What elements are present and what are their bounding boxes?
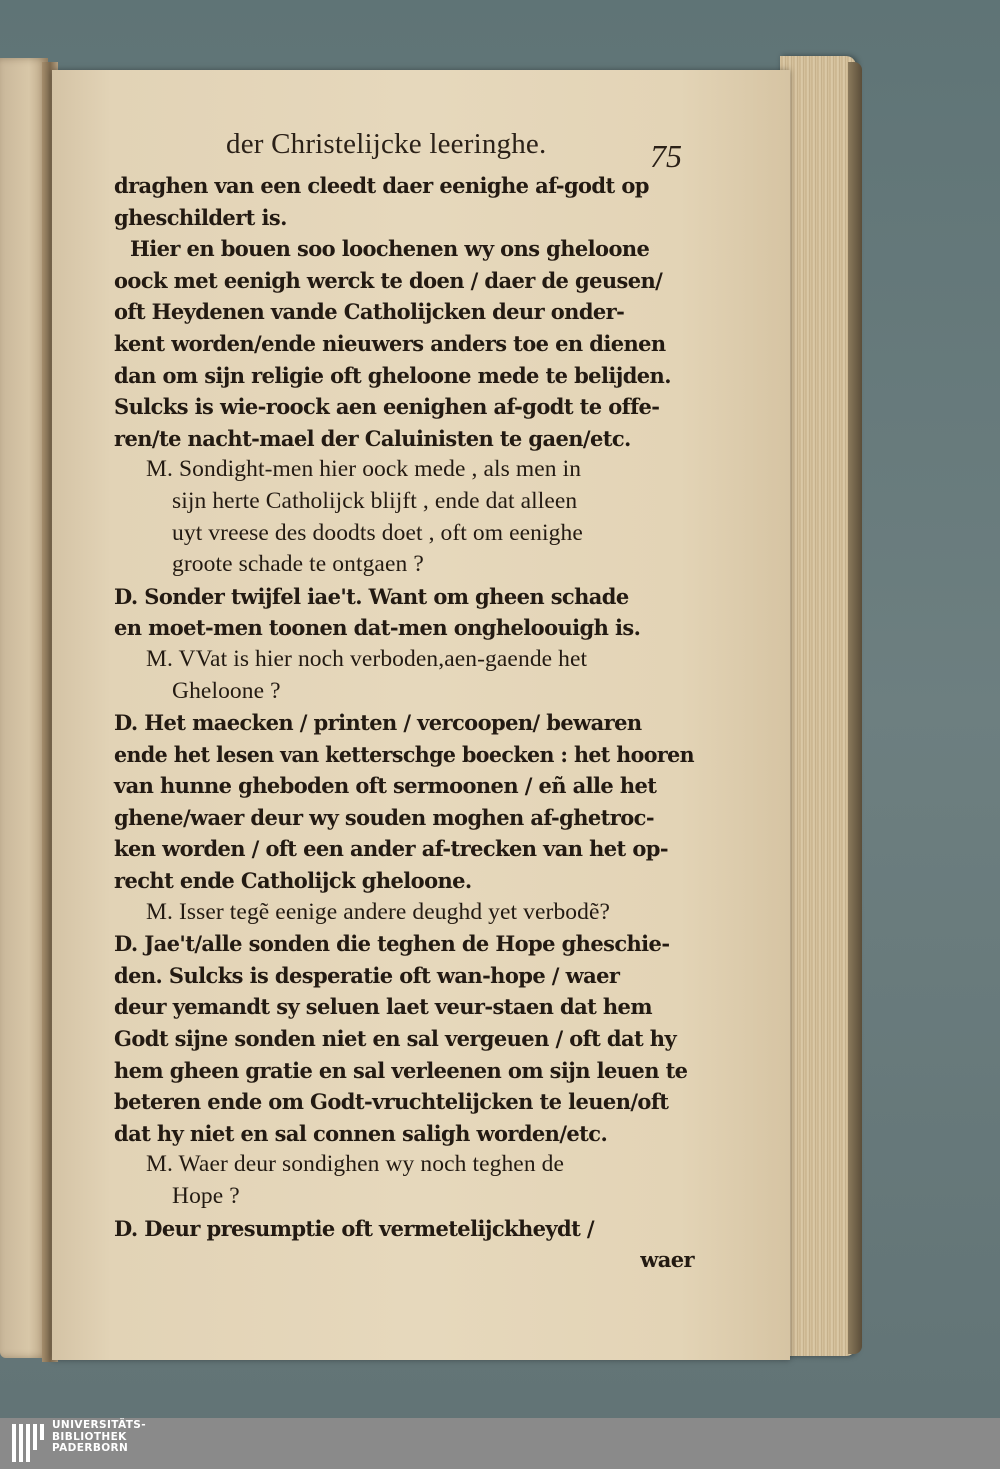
library-name-line-3: PADERBORN	[52, 1442, 129, 1454]
cover-edge	[848, 62, 862, 1354]
text-line: dat hy niet en sal connen saligh worden/etc.	[114, 1120, 608, 1146]
text-line: M. Sondight-men hier oock mede , als men in	[146, 456, 582, 483]
library-name-line-1: UNIVERSITÄTS-	[52, 1419, 147, 1431]
text-line: Hier en bouen soo loochenen wy ons gheloone	[130, 236, 650, 262]
text-line: M. VVat is hier noch verboden,aen-gaende het	[146, 645, 588, 672]
text-line: draghen van een cleedt daer eenighe af-godt op	[114, 173, 649, 198]
text-line: M. Isser tegẽ eenige andere deughd yet verbodẽ?	[146, 898, 611, 925]
text-line: oock met eenigh werck te doen / daer de geusen/	[114, 267, 663, 293]
library-logo-icon	[12, 1424, 44, 1462]
text-line: en moet-men toonen dat-men ongheloouigh is.	[114, 615, 641, 641]
text-line: van hunne gheboden oft sermoonen / eñ alle het	[114, 773, 657, 799]
text-line: ghene/waer deur wy souden moghen af-ghetroc-	[114, 804, 654, 830]
text-line: D. Sonder twijfel iae't. Want om gheen schade	[114, 583, 629, 609]
text-line: Gheloone ?	[172, 677, 281, 704]
text-line: Sulcks is wie-roock aen eenighen af-godt te offe-	[114, 394, 660, 420]
text-line: ken worden / oft een ander af-trecken van het op-	[114, 836, 668, 862]
text-line: uyt vreese des doodts doet , oft om eenighe	[172, 519, 583, 546]
text-line: D. Jae't/alle sonden die teghen de Hope gheschie-	[114, 931, 670, 957]
text-line: Godt sijne sonden niet en sal vergeuen / oft dat hy	[114, 1026, 677, 1052]
text-line: den. Sulcks is desperatie oft wan-hope / waer	[114, 962, 620, 988]
running-head: der Christelijcke leeringhe.	[226, 128, 547, 160]
text-line: dan om sijn religie oft gheloone mede te belijden.	[114, 362, 671, 388]
library-name-line-2: BIBLIOTHEK	[52, 1430, 127, 1443]
text-line: deur yemandt sy seluen laet veur-staen dat hem	[114, 994, 652, 1020]
text-line: hem gheen gratie en sal verleenen om sijn leuen te	[114, 1057, 688, 1083]
text-line: sijn herte Catholijck blijft , ende dat alleen	[172, 487, 578, 514]
text-line: ende het lesen van ketterschge boecken : het hooren	[114, 741, 694, 767]
text-line: groote schade te ontgaen ?	[172, 551, 424, 578]
library-name	[52, 1420, 146, 1455]
page-block-edges	[780, 56, 856, 1356]
text-line: Hope ?	[172, 1183, 240, 1209]
footer-bar	[0, 1418, 1000, 1469]
text-line: recht ende Catholijck gheloone.	[114, 868, 472, 894]
text-line: oft Heydenen vande Catholijcken deur onder-	[114, 299, 625, 325]
text-line: M. Waer deur sondighen wy noch teghen de	[146, 1151, 565, 1178]
left-page-edge	[0, 58, 48, 1358]
text-line: kent worden/ende nieuwers anders toe en dienen	[114, 330, 666, 356]
text-line: gheschildert is.	[114, 204, 287, 230]
text-line: beteren ende om Godt-vruchtelijcken te leuen/oft	[114, 1089, 669, 1115]
text-line: D. Deur presumptie oft vermetelijckheydt /	[114, 1215, 594, 1241]
text-line: ren/te nacht-mael der Caluinisten te gaen/etc.	[114, 425, 631, 451]
page-number: 75	[650, 138, 682, 174]
text-line: waer	[640, 1247, 694, 1273]
text-line: D. Het maecken / printen / vercoopen/ bewaren	[114, 710, 642, 736]
page-body-text	[114, 170, 694, 1276]
